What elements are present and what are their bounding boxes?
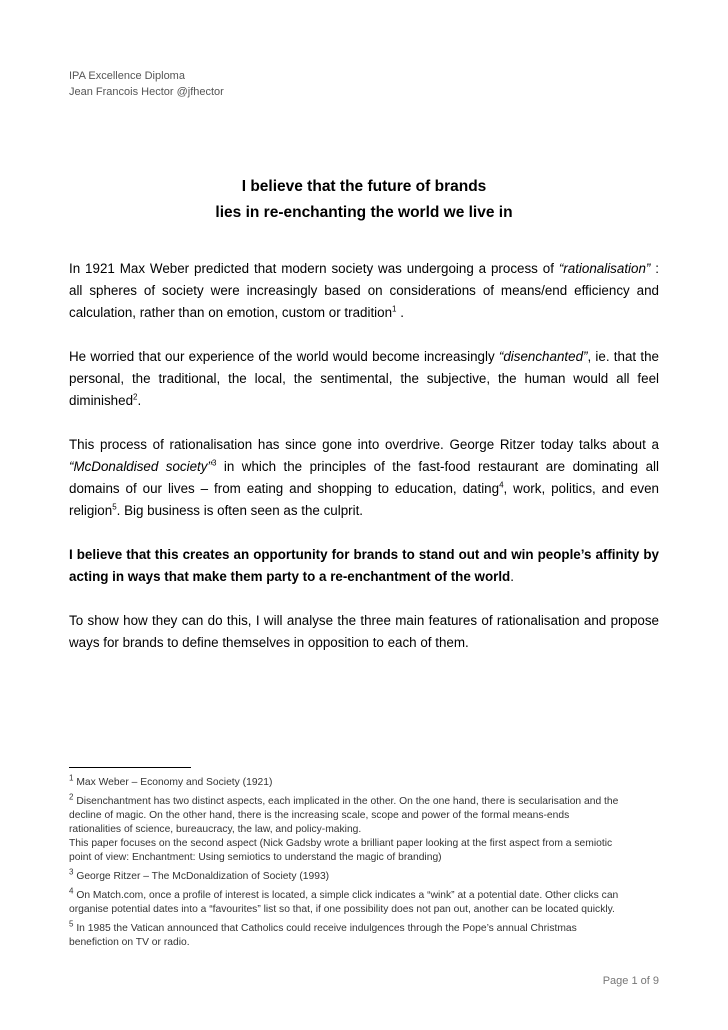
paragraph-3-text-e: . Big business is often seen as the culprit. [116, 503, 364, 518]
disenchanted-term: “disenchanted” [498, 349, 588, 364]
paragraph-1-text-a: In 1921 Max Weber predicted that modern society was undergoing a process of [69, 261, 559, 276]
paragraph-3-text-a: This process of rationalisation has since gone into overdrive. George Ritzer today talks about a [69, 437, 659, 452]
footnote-5 [69, 919, 661, 950]
body-text [69, 258, 659, 676]
page-header [69, 68, 224, 100]
footnote-5-number: 5 [69, 919, 74, 929]
paragraph-2 [69, 346, 659, 412]
footnote-2-line-4: This paper focuses on the second aspect (Nick Gadsby wrote a brilliant paper looking at the first aspect from a semiotic [69, 838, 613, 849]
footnote-4-number: 4 [69, 886, 74, 896]
paragraph-1-text-d: . [396, 305, 404, 320]
footnote-ref-3: 3 [211, 458, 217, 468]
footnote-1 [69, 773, 661, 790]
paragraph-3 [69, 434, 659, 522]
footnote-ref-1: 1 [392, 304, 397, 314]
header-line-2: Jean Francois Hector @jfhector [69, 86, 224, 98]
paragraph-4-text-b: . [510, 569, 514, 584]
footnote-2-number: 2 [69, 792, 74, 802]
paragraph-3-text-c: in which the principles of the fast-food restaurant are dominating all domains of our lives – from eating and shopping to education, dating [69, 459, 659, 496]
paragraph-5-text: To show how they can do this, I will analyse the three main features of rationalisation and propose ways for brands to define themselves in opposition to each of them. [69, 613, 659, 650]
paragraph-2-text-a: He worried that our experience of the world would become increasingly [69, 349, 499, 364]
footnote-ref-4: 4 [499, 480, 504, 490]
rationalisation-term: “rationalisation” [558, 261, 651, 276]
footnote-4-line-1: On Match.com, once a profile of interest is located, a simple click indicates a “wink” at a potential date. Other clicks can [73, 890, 619, 901]
header-line-1: IPA Excellence Diploma [69, 70, 185, 82]
footnote-2-line-1: Disenchantment has two distinct aspects, each implicated in the other. On the one hand, there is secularisation and the [73, 796, 619, 807]
document-title [0, 174, 728, 226]
footnote-5-line-1: In 1985 the Vatican announced that Catholics could receive indulgences through the Pope’s annual Christmas [73, 923, 577, 934]
paragraph-4-thesis [69, 544, 659, 588]
paragraph-1 [69, 258, 659, 324]
footnote-3-number: 3 [69, 867, 74, 877]
footnote-5-line-2: benefiction on TV or radio. [69, 937, 190, 948]
footnote-2-line-5: point of view: Enchantment: Using semiotics to understand the magic of branding) [69, 852, 442, 863]
footnote-2-line-3: rationalities of science, bureaucracy, the law, and policy-making. [69, 824, 362, 835]
paragraph-3-text-d: , work, politics, and even religion [69, 481, 659, 518]
thesis-statement: I believe that this creates an opportunity for brands to stand out and win people’s affinity by acting in ways that make them party to a re-enchantment of the world [69, 547, 659, 584]
footnote-2-line-2: decline of magic. On the other hand, there is the increasing scale, scope and power of the formal means-ends [69, 810, 570, 821]
paragraph-2-text-c: , ie. that the personal, the traditional, the local, the sentimental, the subjective, the human would all feel diminished [69, 349, 659, 408]
paragraph-5 [69, 610, 659, 654]
footnote-2 [69, 792, 661, 865]
paragraph-2-text-d: . [137, 393, 142, 408]
footnote-1-number: 1 [69, 773, 74, 783]
footnote-3 [69, 867, 661, 884]
footnotes [69, 773, 661, 955]
page-number: Page 1 of 9 [602, 975, 659, 987]
footnote-3-text: George Ritzer – The McDonaldization of Society (1993) [73, 871, 330, 882]
footnote-4-line-2: organise potential dates into a “favourites” list so that, if one possibility does not pan out, another can be located quickly. [69, 904, 615, 915]
footnote-ref-2: 2 [133, 392, 138, 402]
footnote-ref-5: 5 [112, 502, 117, 512]
mcdonaldised-term: “McDonaldised society” [69, 459, 212, 474]
footnote-divider [69, 767, 191, 768]
footnote-1-text: Max Weber – Economy and Society (1921) [73, 777, 273, 788]
paragraph-1-text-c: : all spheres of society were increasingly based on considerations of means/end efficiency and calculation, rather than on emotion, custom or tradition [69, 261, 659, 320]
title-line-2: lies in re-enchanting the world we live in [215, 204, 513, 221]
footnote-4 [69, 886, 661, 917]
title-line-1: I believe that the future of brands [241, 178, 487, 195]
